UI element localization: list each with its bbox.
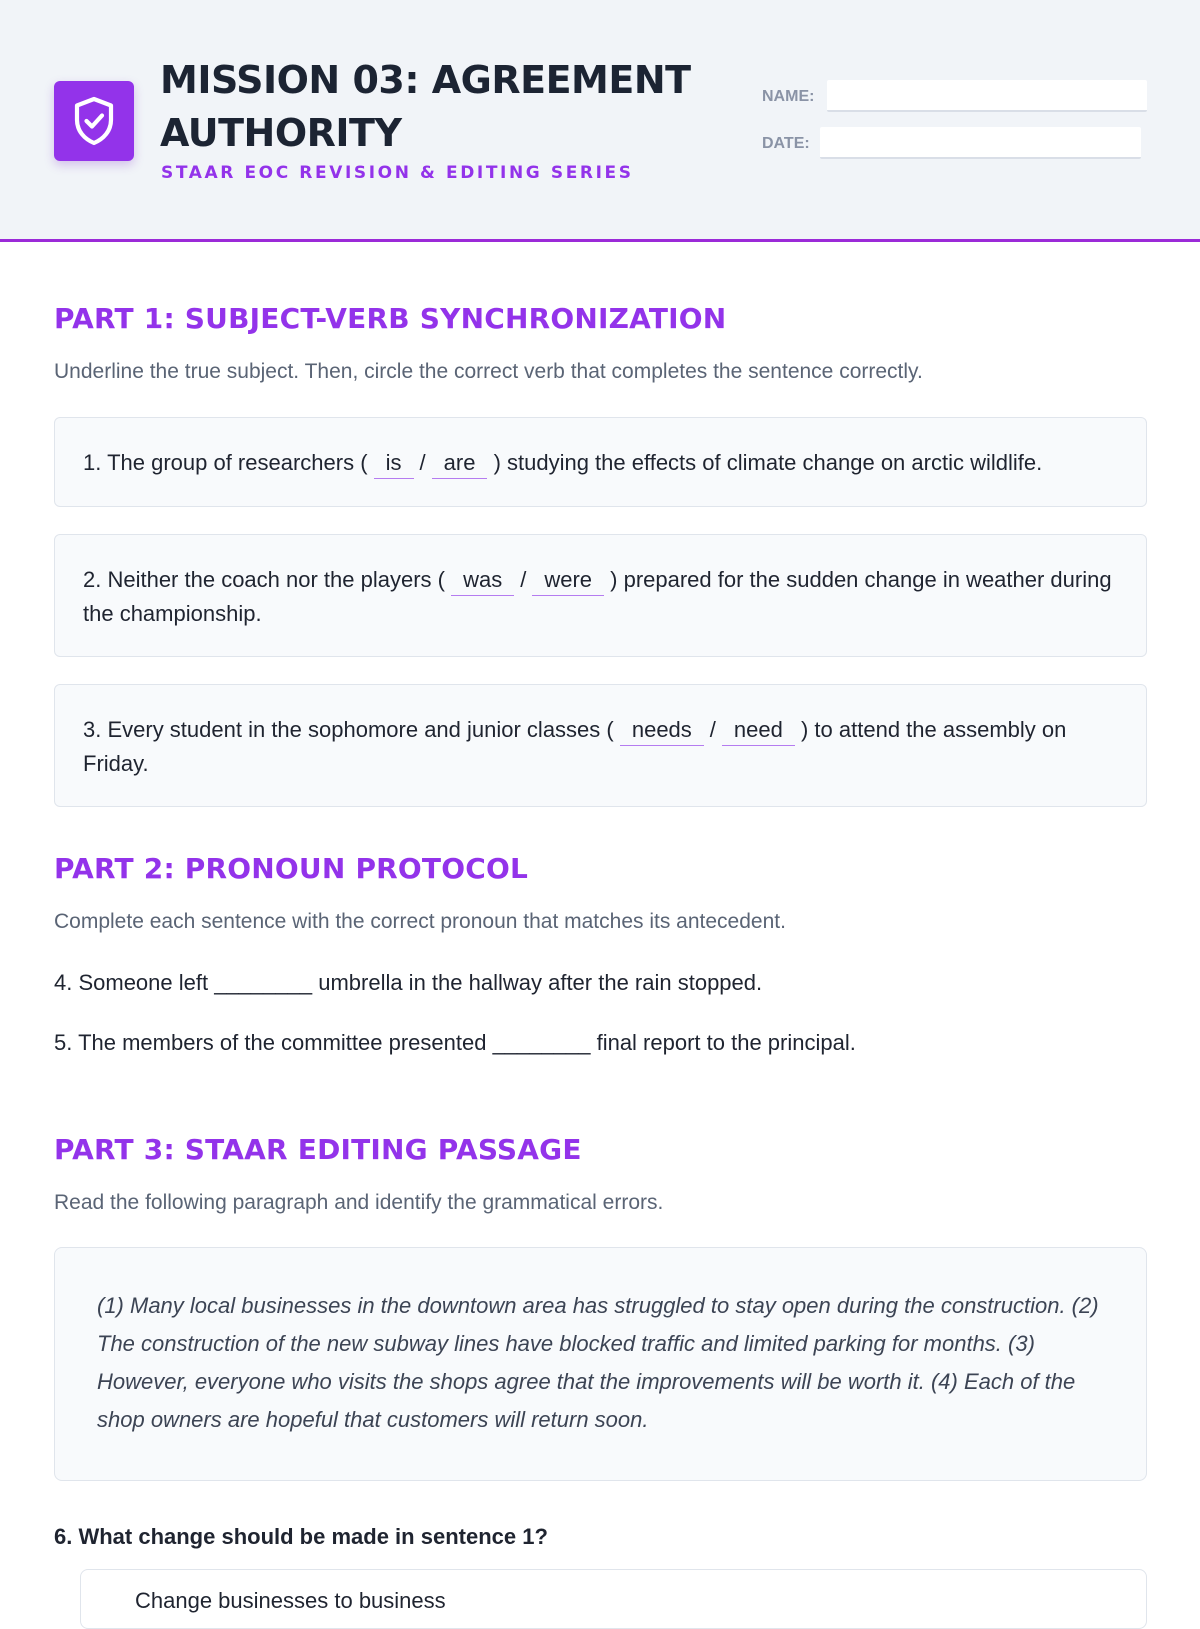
question-text: 2. Neither the coach nor the players ( — [83, 567, 452, 592]
part2-instruction: Complete each sentence with the correct pronoun that matches its antecedent. — [54, 910, 786, 933]
part3-instruction: Read the following paragraph and identify the grammatical errors. — [54, 1191, 664, 1214]
option-separator: / — [419, 450, 426, 475]
question-box-2 — [54, 534, 1147, 657]
question-box-3 — [54, 684, 1147, 807]
page-title: MISSION 03: AGREEMENT AUTHORITY — [160, 58, 691, 155]
option-separator: / — [709, 717, 716, 742]
worksheet-header — [0, 0, 1200, 242]
name-label: NAME: — [762, 88, 815, 105]
name-field[interactable] — [827, 80, 1147, 112]
verb-option-was[interactable]: was — [451, 565, 514, 596]
verb-option-need[interactable]: need — [722, 715, 795, 746]
page-subtitle: STAAR EOC REVISION & EDITING SERIES — [161, 163, 634, 183]
question-text: ) to attend the assembly on Friday. — [83, 717, 1067, 776]
question-text: ) prepared for the sudden change in weather during the championship. — [83, 567, 1112, 626]
answer-choice-a[interactable]: Change businesses to business — [80, 1569, 1147, 1629]
question-4: 4. Someone left ________ umbrella in the hallway after the rain stopped. — [54, 970, 763, 995]
logo-badge — [54, 81, 134, 161]
shield-check-icon — [72, 96, 116, 146]
part3-title: PART 3: STAAR EDITING PASSAGE — [54, 1133, 582, 1166]
date-label: DATE: — [762, 135, 810, 152]
editing-passage: (1) Many local businesses in the downtown area has struggled to stay open during the construction. (2) The construction of the new subway lines have blocked traffic and limited parking for months. (3) However, everyone who visits the shops agree that the improvements will be worth it. (4) Each of the shop owners are hopeful that customers will return soon. — [54, 1247, 1147, 1481]
part1-instruction: Underline the true subject. Then, circle the correct verb that completes the sentence correctly. — [54, 360, 923, 383]
verb-option-are[interactable]: are — [432, 448, 488, 479]
question-text: 3. Every student in the sophomore and junior classes ( — [83, 717, 620, 742]
date-field[interactable] — [820, 127, 1141, 159]
question-5: 5. The members of the committee presented ________ final report to the principal. — [54, 1030, 856, 1055]
question-text: ) studying the effects of climate change on arctic wildlife. — [487, 450, 1043, 475]
question-6: 6. What change should be made in sentence 1? — [54, 1524, 548, 1549]
question-box-1 — [54, 417, 1147, 507]
question-text: 1. The group of researchers ( — [83, 450, 374, 475]
verb-option-were[interactable]: were — [532, 565, 604, 596]
part2-title: PART 2: PRONOUN PROTOCOL — [54, 852, 529, 885]
verb-option-needs[interactable]: needs — [620, 715, 704, 746]
part1-title: PART 1: SUBJECT-VERB SYNCHRONIZATION — [54, 302, 727, 335]
verb-option-is[interactable]: is — [374, 448, 414, 479]
option-separator: / — [520, 567, 527, 592]
